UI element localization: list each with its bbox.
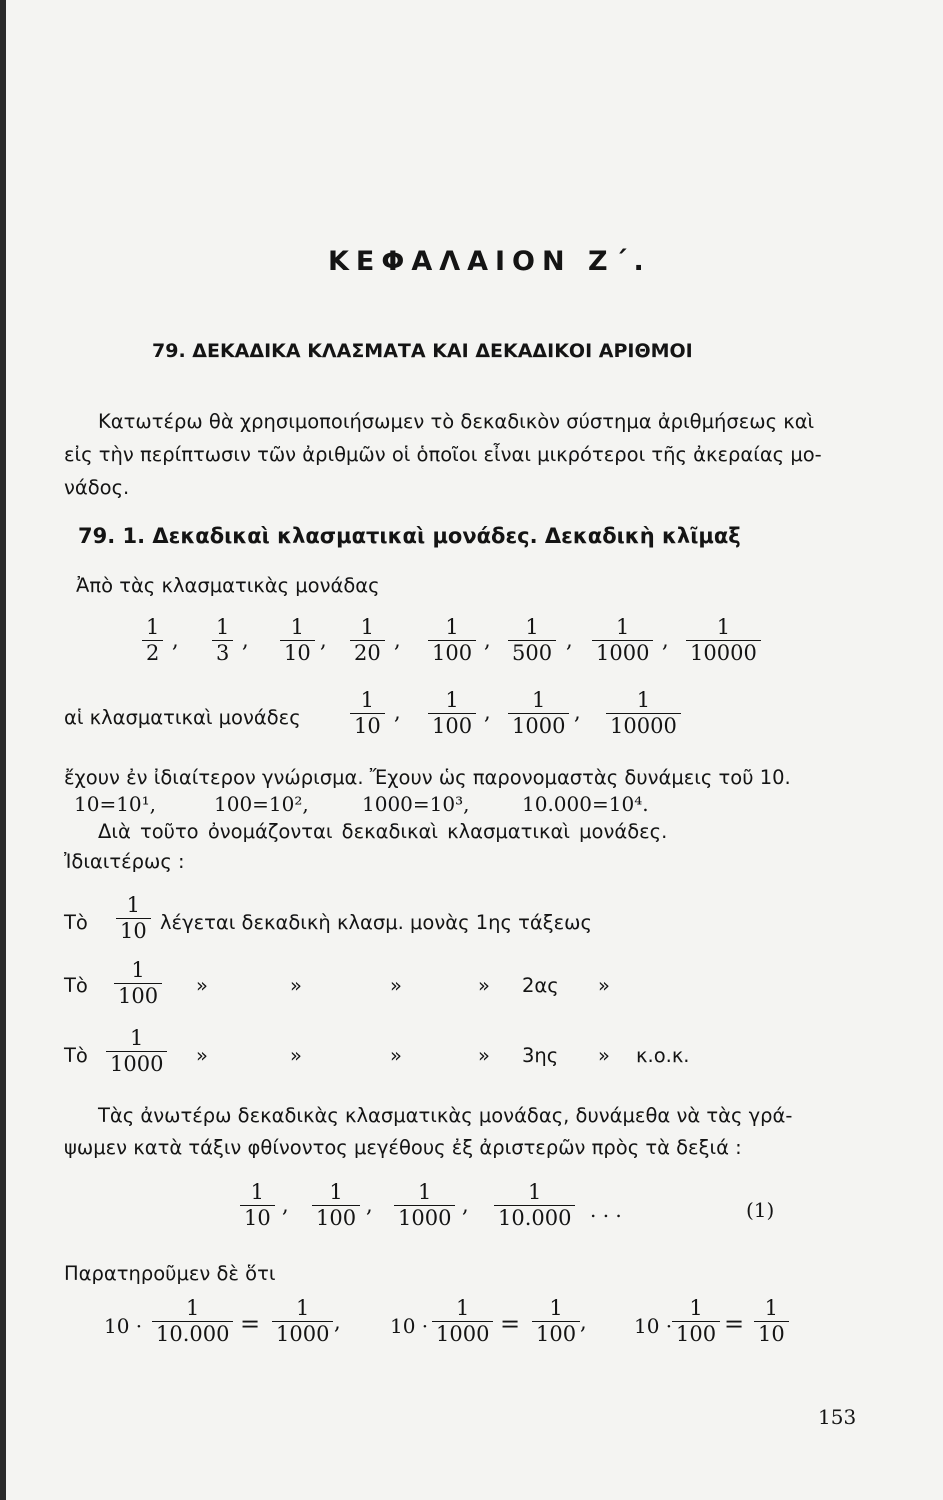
ditto-mark: »	[196, 1044, 208, 1067]
to-label: Τὸ	[64, 911, 88, 934]
power-eq: 10=10¹,	[74, 792, 157, 816]
book-page: ΚΕΦΑΛΑΙΟΝ Ζ΄. 79. ΔΕΚΑΔΙΚΑ ΚΛΑΣΜΑΤΑ ΚΑΙ ΔΕΚΑΔΙΚΟΙ ΑΡΙΘΜΟΙ Κατωτέρω θὰ χρησιμοποιήσωμεν τὸ δεκαδικὸν σύστημα ἀριθμήσεως καὶ εἰς τὴν περίπτωσιν τῶν ἀριθμῶν οἱ ὁποῖοι εἶναι μικρότεροι τῆς ἀκεραίας μο- νάδος. 79. 1. Δεκαδικαὶ κλασματικαὶ μονάδες. Δεκαδικὴ κλῖμαξ Ἀπὸ τὰς κλασματικὰς μονάδας $\frac{1}{2}$ , $\frac{1}{3}$ , $\frac{1}{10}$ , $\frac{1}{20}$ , $\frac{1}{100}$ , $\frac{1}{500}$ , $\frac{1}{1000}$ , $\frac{1}{10000}$ αἱ κλασματικαὶ μονάδες $\frac{1}{10}$ , $\frac{1}{100}$ , $\frac{1}{1000}$ , $\frac{1}{10000}$ ἔχουν ἐν ἰδιαίτερον γνώρισμα. Ἔχουν ὡς παρονομαστὰς δυνάμεις τοῦ 10. 10=10¹, 100=10², 1000=10³, 10.000=10⁴. Διὰ τοῦτο ὀνομάζονται δεκαδικαὶ κλασματικαὶ μονάδες. Ἰδιαιτέρως : Τὸ $\frac{1}{10}$ λέγεται δεκαδικὴ κλασμ. μονὰς 1ης τάξεως Τὸ $\frac{1}{100}$ » » » » 2ας » Τὸ $\frac{1}{1000}$ » » » » 3ης » κ.ο.κ. Τὰς ἀνωτέρω δεκαδικὰς κλασματικὰς μονάδας, δυνάμεθα νὰ τὰς γρά- ψωμεν κατὰ τάξιν φθίνοντος μεγέθους ἐξ ἀριστερῶν πρὸς τὰ δεξιά : $\frac{1}{10}$ , $\frac{1}{100}$ , $\frac{1}{1000}$ , $\frac{1}{10.000}$ . . . (1) Παρατηροῦμεν δὲ ὅτι 10 · $\frac{1}{10.000}$ = $\frac{1}{1000}$ , 10 · $\frac{1}{1000}$ = $\frac{1}{100}$ , 10 · $\frac{1}{100}$ = $\frac{1}{10}$ 153	[0, 0, 943, 1500]
relation-fraction: $\frac{1}{10.000}$	[152, 1296, 233, 1347]
relation-fraction: $\frac{1}{100}$	[532, 1296, 580, 1347]
from-units-text: Ἀπὸ τὰς κλασματικὰς μονάδας	[76, 574, 380, 597]
ditto-mark: »	[390, 1044, 402, 1067]
decimal-unit-fraction: $\frac{1}{100}$	[428, 688, 476, 739]
relation-fraction: $\frac{1}{100}$	[672, 1296, 720, 1347]
page-number: 153	[818, 1405, 857, 1429]
decimal-unit-fraction: $\frac{1}{10000}$	[606, 688, 681, 739]
ellipsis: . . .	[590, 1198, 622, 1222]
relation-fraction: $\frac{1}{1000}$	[272, 1296, 333, 1347]
unit-fraction: $\frac{1}{1000}$	[592, 615, 653, 666]
order-fraction: $\frac{1}{100}$	[114, 958, 162, 1009]
section-title: 79. ΔΕΚΑΔΙΚΑ ΚΛΑΣΜΑΤΑ ΚΑΙ ΔΕΚΑΔΙΚΟΙ ΑΡΙΘΜΟΙ	[152, 340, 693, 362]
intro-line-1: Κατωτέρω θὰ χρησιμοποιήσωμεν τὸ δεκαδικὸν σύστημα ἀριθμήσεως καὶ	[98, 410, 815, 433]
sequence-fraction: $\frac{1}{10.000}$	[494, 1180, 575, 1231]
sequence-fraction: $\frac{1}{10}$	[240, 1180, 275, 1231]
write-line-1: Τὰς ἀνωτέρω δεκαδικὰς κλασματικὰς μονάδας, δυνάμεθα νὰ τὰς γρά-	[98, 1104, 793, 1127]
relation-fraction: $\frac{1}{10}$	[754, 1296, 789, 1347]
relation-fraction: $\frac{1}{1000}$	[432, 1296, 493, 1347]
multiplier: 10 ·	[390, 1314, 429, 1338]
ditto-mark: »	[598, 974, 610, 997]
to-label: Τὸ	[64, 974, 88, 997]
ditto-mark: »	[390, 974, 402, 997]
intro-line-2: εἰς τὴν περίπτωσιν τῶν ἀριθμῶν οἱ ὁποῖοι εἶναι μικρότεροι τῆς ἀκεραίας μο-	[64, 443, 822, 466]
ditto-mark: »	[290, 974, 302, 997]
chapter-title: ΚΕΦΑΛΑΙΟΝ Ζ΄.	[328, 246, 651, 277]
page-binding-edge	[0, 0, 6, 1500]
unit-fraction: $\frac{1}{20}$	[350, 615, 385, 666]
power-eq: 100=10²,	[214, 792, 309, 816]
ditto-mark: »	[478, 1044, 490, 1067]
power-eq: 10.000=10⁴.	[522, 792, 649, 816]
decimal-unit-fraction: $\frac{1}{1000}$	[508, 688, 569, 739]
specifically-label: Ἰδιαιτέρως :	[64, 850, 185, 873]
named-text: Διὰ τοῦτο ὀνομάζονται δεκαδικαὶ κλασματικαὶ μονάδες.	[98, 820, 668, 843]
sequence-fraction: $\frac{1}{1000}$	[394, 1180, 455, 1231]
ditto-mark: »	[598, 1044, 610, 1067]
power-eq: 1000=10³,	[362, 792, 470, 816]
subsection-title: 79. 1. Δεκαδικαὶ κλασματικαὶ μονάδες. Δεκαδικὴ κλῖμαξ	[78, 524, 741, 548]
write-line-2: ψωμεν κατὰ τάξιν φθίνοντος μεγέθους ἐξ ἀριστερῶν πρὸς τὰ δεξιά :	[64, 1136, 742, 1159]
to-label: Τὸ	[64, 1044, 88, 1067]
unit-fraction: $\frac{1}{3}$	[212, 615, 233, 666]
unit-fraction: $\frac{1}{100}$	[428, 615, 476, 666]
order-fraction: $\frac{1}{1000}$	[106, 1026, 167, 1077]
unit-fraction: $\frac{1}{2}$	[142, 615, 163, 666]
decimal-unit-fraction: $\frac{1}{10}$	[350, 688, 385, 739]
observe-text: Παρατηροῦμεν δὲ ὅτι	[64, 1262, 276, 1285]
sequence-fraction: $\frac{1}{100}$	[312, 1180, 360, 1231]
multiplier: 10 ·	[104, 1314, 143, 1338]
intro-line-3: νάδος.	[64, 476, 130, 499]
ditto-mark: »	[478, 974, 490, 997]
order-3-ordinal: 3ης	[522, 1044, 559, 1067]
special-text: ἔχουν ἐν ἰδιαίτερον γνώρισμα. Ἔχουν ὡς παρονομαστὰς δυνάμεις τοῦ 10.	[64, 766, 791, 789]
etc-text: κ.ο.κ.	[636, 1044, 690, 1067]
the-units-text: αἱ κλασματικαὶ μονάδες	[64, 706, 301, 729]
unit-fraction: $\frac{1}{500}$	[508, 615, 556, 666]
order-fraction: $\frac{1}{10}$	[116, 893, 151, 944]
multiplier: 10 ·	[634, 1314, 673, 1338]
order-2-ordinal: 2ας	[522, 974, 559, 997]
ditto-mark: »	[290, 1044, 302, 1067]
ditto-mark: »	[196, 974, 208, 997]
unit-fraction: $\frac{1}{10000}$	[686, 615, 761, 666]
equation-label: (1)	[746, 1198, 775, 1222]
order-1-text: λέγεται δεκαδικὴ κλασμ. μονὰς 1ης τάξεως	[160, 911, 592, 934]
unit-fraction: $\frac{1}{10}$	[280, 615, 315, 666]
